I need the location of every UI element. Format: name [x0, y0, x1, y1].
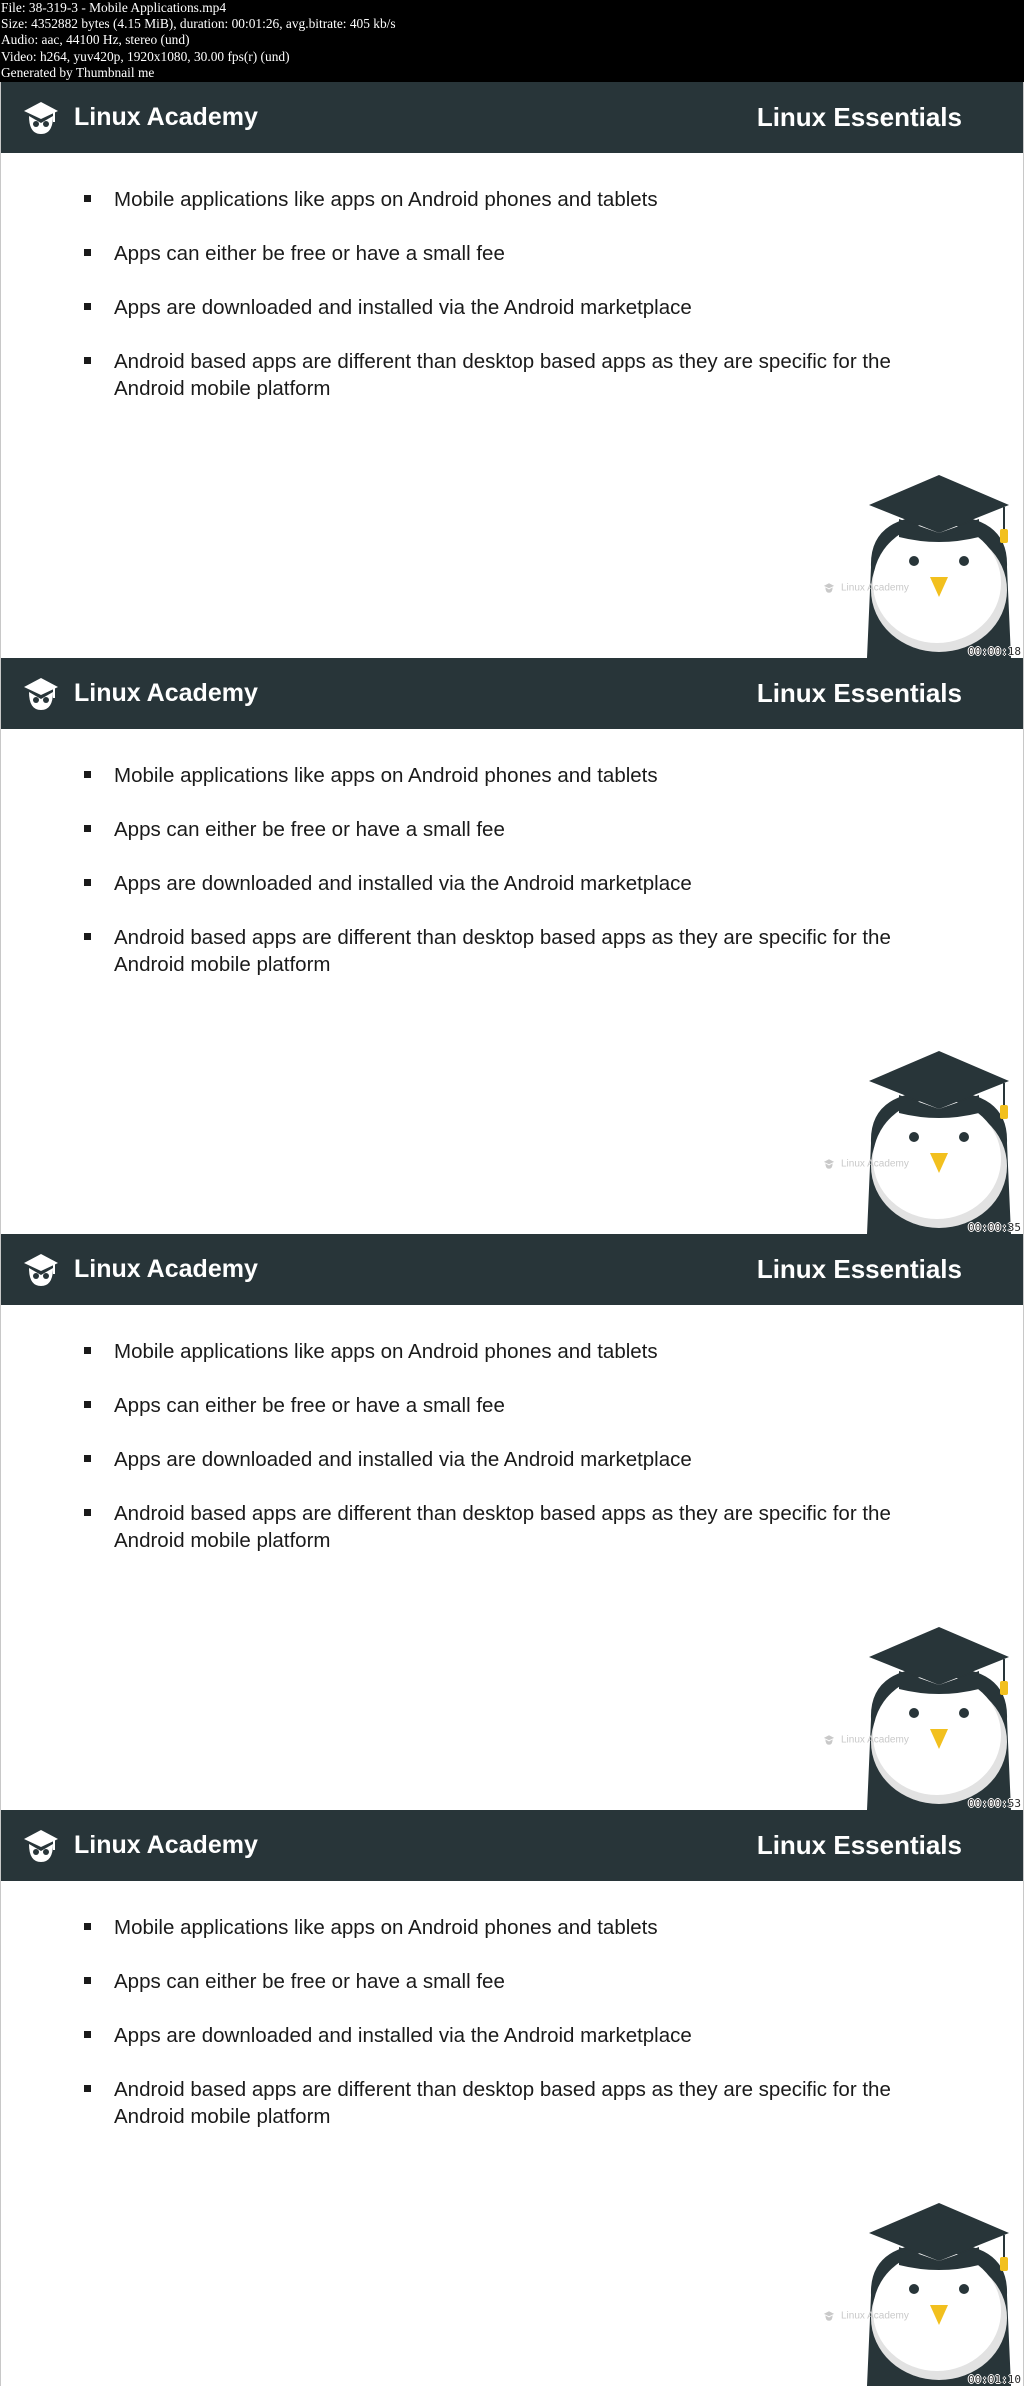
watermark	[823, 1734, 909, 1747]
course-title: Linux Essentials	[756, 1830, 962, 1860]
bullet-item: Android based apps are different than desktop based apps as they are specific for the Android mobile platform	[84, 2076, 914, 2130]
file-info-panel	[0, 0, 1024, 82]
watermark-logo-icon	[823, 1158, 835, 1170]
bullet-list	[84, 1914, 914, 2157]
video-frame	[0, 1810, 1024, 2386]
video-frame	[0, 658, 1024, 1234]
brand-title: Linux Academy	[74, 1255, 258, 1283]
frame-timestamp: 00:00:18	[968, 645, 1021, 658]
bullet-item: Mobile applications like apps on Android phones and tablets	[84, 762, 914, 789]
audio-info-line: Audio: aac, 44100 Hz, stereo (und)	[1, 32, 190, 48]
owl-logo-icon	[21, 1250, 61, 1290]
video-frame	[0, 1234, 1024, 1810]
file-name-line: File: 38-319-3 - Mobile Applications.mp4	[1, 0, 227, 15]
watermark	[823, 1158, 909, 1171]
file-size-line: Size: 4352882 bytes (4.15 MiB), duration: 00:01:26, avg.bitrate: 405 kb/s	[1, 16, 396, 32]
bullet-item: Apps can either be free or have a small fee	[84, 1968, 914, 1995]
penguin-mascot-icon	[859, 1627, 1019, 1810]
owl-logo-icon	[21, 98, 61, 138]
video-frame	[0, 82, 1024, 658]
watermark-text: Linux Academy	[841, 2310, 909, 2322]
bullet-item: Mobile applications like apps on Android phones and tablets	[84, 186, 914, 213]
bullet-item: Apps are downloaded and installed via the Android marketplace	[84, 2022, 914, 2049]
bullet-list	[84, 186, 914, 429]
slide-header	[1, 658, 1023, 729]
watermark-text: Linux Academy	[841, 1734, 909, 1746]
course-title: Linux Essentials	[756, 102, 962, 132]
watermark-logo-icon	[823, 1734, 835, 1746]
frame-timestamp: 00:01:10	[968, 2373, 1021, 2386]
brand-title: Linux Academy	[74, 679, 258, 707]
bullet-item: Apps are downloaded and installed via the Android marketplace	[84, 1446, 914, 1473]
brand-title: Linux Academy	[74, 103, 258, 131]
bullet-item: Android based apps are different than desktop based apps as they are specific for the Android mobile platform	[84, 924, 914, 978]
course-title: Linux Essentials	[756, 1254, 962, 1284]
watermark-text: Linux Academy	[841, 1158, 909, 1170]
slide-header	[1, 1234, 1023, 1305]
bullet-item: Apps are downloaded and installed via the Android marketplace	[84, 294, 914, 321]
bullet-item: Apps can either be free or have a small fee	[84, 816, 914, 843]
generator-line: Generated by Thumbnail me	[1, 64, 155, 80]
bullet-item: Apps can either be free or have a small fee	[84, 240, 914, 267]
watermark-logo-icon	[823, 2310, 835, 2322]
watermark-logo-icon	[823, 582, 835, 594]
course-title: Linux Essentials	[756, 678, 962, 708]
bullet-item: Apps can either be free or have a small fee	[84, 1392, 914, 1419]
bullet-item: Mobile applications like apps on Android phones and tablets	[84, 1338, 914, 1365]
bullet-item: Android based apps are different than desktop based apps as they are specific for the Android mobile platform	[84, 1500, 914, 1554]
bullet-item: Android based apps are different than desktop based apps as they are specific for the Android mobile platform	[84, 348, 914, 402]
bullet-item: Mobile applications like apps on Android phones and tablets	[84, 1914, 914, 1941]
penguin-mascot-icon	[859, 1051, 1019, 1234]
watermark	[823, 2310, 909, 2323]
bullet-item: Apps are downloaded and installed via the Android marketplace	[84, 870, 914, 897]
owl-logo-icon	[21, 674, 61, 714]
brand-title: Linux Academy	[74, 1831, 258, 1859]
thumbnail-frames	[0, 82, 1024, 2386]
bullet-list	[84, 1338, 914, 1581]
frame-timestamp: 00:00:53	[968, 1797, 1021, 1810]
frame-timestamp: 00:00:35	[968, 1221, 1021, 1234]
slide-header	[1, 82, 1023, 153]
slide-header	[1, 1810, 1023, 1881]
video-info-line: Video: h264, yuv420p, 1920x1080, 30.00 fps(r) (und)	[1, 48, 290, 64]
owl-logo-icon	[21, 1826, 61, 1866]
watermark	[823, 582, 909, 595]
bullet-list	[84, 762, 914, 1005]
watermark-text: Linux Academy	[841, 582, 909, 594]
penguin-mascot-icon	[859, 475, 1019, 658]
penguin-mascot-icon	[859, 2203, 1019, 2386]
